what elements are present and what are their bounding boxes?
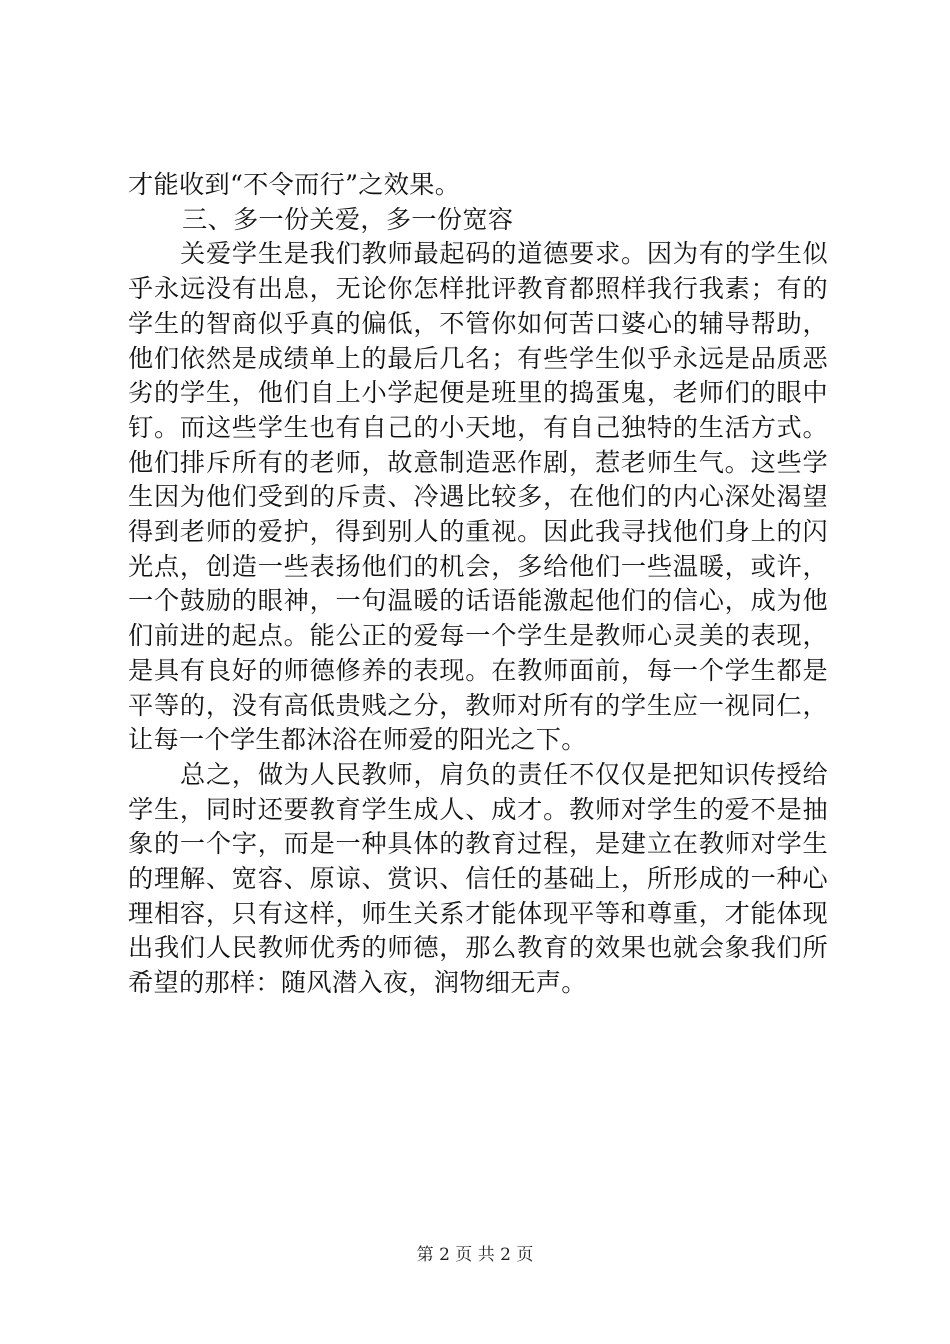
text-line: 生因为他们受到的斥责、冷遇比较多，在他们的内心深处渴望: [128, 482, 828, 512]
text-line: 得到老师的爱护，得到别人的重视。因此我寻找他们身上的闪: [128, 517, 828, 547]
text-line: 乎永远没有出息，无论你怎样批评教育都照样我行我素；有的: [128, 274, 828, 304]
page-footer: [0, 1240, 950, 1265]
text-line: 平等的，没有高低贵贱之分，教师对所有的学生应一视同仁，: [128, 690, 828, 720]
text-line: 出我们人民教师优秀的师德，那么教育的效果也就会象我们所: [128, 933, 828, 963]
section-heading: 三、多一份关爱，多一份宽容: [182, 204, 514, 234]
text-line: 象的一个字，而是一种具体的教育过程，是建立在教师对学生: [128, 829, 828, 859]
text-line: 学生，同时还要教育学生成人、成才。教师对学生的爱不是抽: [128, 794, 828, 824]
text-line: 的理解、宽容、原谅、赏识、信任的基础上，所形成的一种心: [128, 864, 828, 894]
text-line: 理相容，只有这样，师生关系才能体现平等和尊重，才能体现: [128, 898, 828, 928]
text-line: 希望的那样：随风潜入夜，润物细无声。: [128, 968, 587, 998]
text-line: 他们依然是成绩单上的最后几名；有些学生似乎永远是品质恶: [128, 343, 828, 373]
text-line: 劣的学生，他们自上小学起便是班里的捣蛋鬼，老师们的眼中: [128, 378, 828, 408]
text-line: 他们排斥所有的老师，故意制造恶作剧，惹老师生气。这些学: [128, 447, 828, 477]
text-line: 关爱学生是我们教师最起码的道德要求。因为有的学生似: [180, 239, 828, 269]
text-line: 学生的智商似乎真的偏低，不管你如何苦口婆心的辅导帮助，: [128, 308, 828, 338]
page-number: 第 2 页 共 2 页: [416, 1245, 534, 1265]
document-body: [128, 168, 828, 1001]
text-line: 是具有良好的师德修养的表现。在教师面前，每一个学生都是: [128, 655, 828, 685]
text-line: 才能收到“不令而行”之效果。: [128, 170, 461, 199]
text-line: 们前进的起点。能公正的爱每一个学生是教师心灵美的表现，: [128, 621, 828, 651]
text-line: 一个鼓励的眼神，一句温暖的话语能激起他们的信心，成为他: [128, 586, 828, 616]
text-line: 让每一个学生都沐浴在师爱的阳光之下。: [128, 725, 587, 755]
text-line: 钉。而这些学生也有自己的小天地，有自己独特的生活方式。: [128, 412, 828, 442]
text-line: 总之，做为人民教师，肩负的责任不仅仅是把知识传授给: [180, 759, 828, 789]
text-line: 光点，创造一些表扬他们的机会，多给他们一些温暖，或许，: [128, 551, 828, 581]
